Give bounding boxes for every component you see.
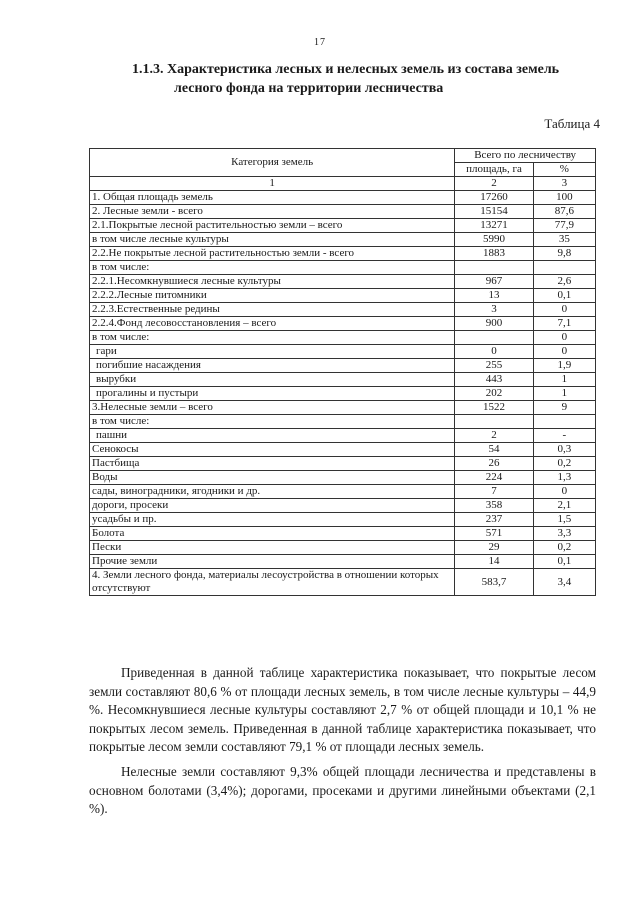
row-label: Воды: [90, 471, 455, 485]
row-label: погибшие насаждения: [90, 359, 455, 373]
row-label: в том числе лесные культуры: [90, 233, 455, 247]
row-label: Пески: [90, 541, 455, 555]
table-row: [90, 275, 596, 289]
land-category-table: [89, 148, 596, 596]
row-percent: [533, 261, 595, 275]
table-row: [90, 331, 596, 345]
table-row: [90, 569, 596, 596]
row-area: [455, 261, 533, 275]
table-row: [90, 527, 596, 541]
column-number: 2: [455, 177, 533, 191]
row-percent: 7,1: [533, 317, 595, 331]
row-percent: 0: [533, 485, 595, 499]
table-row: [90, 499, 596, 513]
table-caption: Таблица 4: [544, 116, 600, 131]
column-number: 3: [533, 177, 595, 191]
row-area: 571: [455, 527, 533, 541]
row-percent: 3,4: [533, 569, 595, 596]
header-percent: %: [533, 163, 595, 177]
table-row: [90, 247, 596, 261]
row-percent: 2,6: [533, 275, 595, 289]
section-heading: [100, 60, 620, 98]
row-percent: 2,1: [533, 499, 595, 513]
row-percent: 0,2: [533, 457, 595, 471]
row-area: 2: [455, 429, 533, 443]
row-percent: 0,1: [533, 289, 595, 303]
table-row: [90, 513, 596, 527]
row-percent: 3,3: [533, 527, 595, 541]
table-row: [90, 205, 596, 219]
row-percent: -: [533, 429, 595, 443]
row-area: 0: [455, 345, 533, 359]
row-area: 900: [455, 317, 533, 331]
row-area: 224: [455, 471, 533, 485]
row-area: 3: [455, 303, 533, 317]
row-label: Прочие земли: [90, 555, 455, 569]
row-label: дороги, просеки: [90, 499, 455, 513]
row-area: 255: [455, 359, 533, 373]
row-label: 4. Земли лесного фонда, материалы лесоустройства в отношении которых отсутствуют: [90, 569, 455, 596]
table-row: [90, 191, 596, 205]
table-row: [90, 219, 596, 233]
row-percent: 0,3: [533, 443, 595, 457]
table-body: [90, 191, 596, 596]
table-row: [90, 317, 596, 331]
row-label: 2.2.1.Несомкнувшиеся лесные культуры: [90, 275, 455, 289]
row-percent: 9,8: [533, 247, 595, 261]
row-percent: 35: [533, 233, 595, 247]
header-category: Категория земель: [90, 149, 455, 177]
row-label: 3.Нелесные земли – всего: [90, 401, 455, 415]
row-percent: 1,9: [533, 359, 595, 373]
row-label: усадьбы и пр.: [90, 513, 455, 527]
table-row: [90, 359, 596, 373]
row-label: прогалины и пустыри: [90, 387, 455, 401]
table-row: [90, 415, 596, 429]
table-row: [90, 387, 596, 401]
row-area: 5990: [455, 233, 533, 247]
row-area: 15154: [455, 205, 533, 219]
row-percent: 0: [533, 345, 595, 359]
table-row: [90, 443, 596, 457]
body-text: [89, 664, 596, 825]
row-area: 14: [455, 555, 533, 569]
row-label: вырубки: [90, 373, 455, 387]
row-area: [455, 415, 533, 429]
paragraph: Нелесные земли составляют 9,3% общей площади лесничества и представлены в основном болотами (3,4%); дорогами, просеками и другими линейными объектами (2,1 %).: [89, 763, 596, 817]
table-row: [90, 555, 596, 569]
row-label: 2.1.Покрытые лесной растительностью земли – всего: [90, 219, 455, 233]
row-area: 1522: [455, 401, 533, 415]
row-area: 443: [455, 373, 533, 387]
table-row: [90, 289, 596, 303]
column-number: 1: [90, 177, 455, 191]
row-percent: [533, 415, 595, 429]
row-label: Пастбища: [90, 457, 455, 471]
table-row: [90, 471, 596, 485]
section-heading-line-2: лесного фонда на территории лесничества: [174, 81, 444, 96]
row-percent: 100: [533, 191, 595, 205]
row-label: 1. Общая площадь земель: [90, 191, 455, 205]
row-area: 237: [455, 513, 533, 527]
row-area: 7: [455, 485, 533, 499]
section-heading-line-1: 1.1.3. Характеристика лесных и нелесных земель из состава земель: [132, 62, 560, 77]
table-row: [90, 261, 596, 275]
table-row: [90, 373, 596, 387]
row-percent: 0: [533, 303, 595, 317]
row-area: 13271: [455, 219, 533, 233]
row-label: гари: [90, 345, 455, 359]
table-row: [90, 303, 596, 317]
header-total-forestry: Всего по лесничеству: [455, 149, 596, 163]
row-percent: 1: [533, 373, 595, 387]
table-row: [90, 233, 596, 247]
row-area: 583,7: [455, 569, 533, 596]
row-area: 202: [455, 387, 533, 401]
row-area: 17260: [455, 191, 533, 205]
table-row: [90, 345, 596, 359]
row-label: Болота: [90, 527, 455, 541]
row-label: 2. Лесные земли - всего: [90, 205, 455, 219]
table-row: [90, 401, 596, 415]
page-number: 17: [314, 37, 326, 48]
row-label: Сенокосы: [90, 443, 455, 457]
row-area: 1883: [455, 247, 533, 261]
row-percent: 1,5: [533, 513, 595, 527]
row-percent: 9: [533, 401, 595, 415]
row-label: 2.2.2.Лесные питомники: [90, 289, 455, 303]
table-row: [90, 457, 596, 471]
row-area: [455, 331, 533, 345]
row-area: 54: [455, 443, 533, 457]
row-label: 2.2.Не покрытые лесной растительностью земли - всего: [90, 247, 455, 261]
header-area: площадь, га: [455, 163, 533, 177]
row-label: в том числе:: [90, 261, 455, 275]
row-area: 358: [455, 499, 533, 513]
table-row: [90, 485, 596, 499]
table-row: [90, 541, 596, 555]
table-row: [90, 429, 596, 443]
row-area: 26: [455, 457, 533, 471]
row-percent: 0: [533, 331, 595, 345]
row-label: 2.2.4.Фонд лесовосстановления – всего: [90, 317, 455, 331]
row-area: 967: [455, 275, 533, 289]
row-area: 13: [455, 289, 533, 303]
row-percent: 0,2: [533, 541, 595, 555]
row-label: пашни: [90, 429, 455, 443]
row-percent: 1,3: [533, 471, 595, 485]
paragraph: Приведенная в данной таблице характеристика показывает, что покрытые лесом земли составляют 80,6 % от площади лесных земель, в том числе лесные культуры – 44,9 %. Несомкнувшиеся лесные культуры составляют 2,7 % от общей площади и 10,1 % не покрытых лесом земель. Приведенная в данной таблице характеристика показывает, что покрытые лесом земли составляют 79,1 % от площади лесных земель.: [89, 665, 596, 755]
row-percent: 1: [533, 387, 595, 401]
row-label: 2.2.3.Естественные редины: [90, 303, 455, 317]
row-percent: 87,6: [533, 205, 595, 219]
row-label: в том числе:: [90, 331, 455, 345]
row-area: 29: [455, 541, 533, 555]
row-label: сады, виноградники, ягодники и др.: [90, 485, 455, 499]
row-percent: 77,9: [533, 219, 595, 233]
row-label: в том числе:: [90, 415, 455, 429]
row-percent: 0,1: [533, 555, 595, 569]
